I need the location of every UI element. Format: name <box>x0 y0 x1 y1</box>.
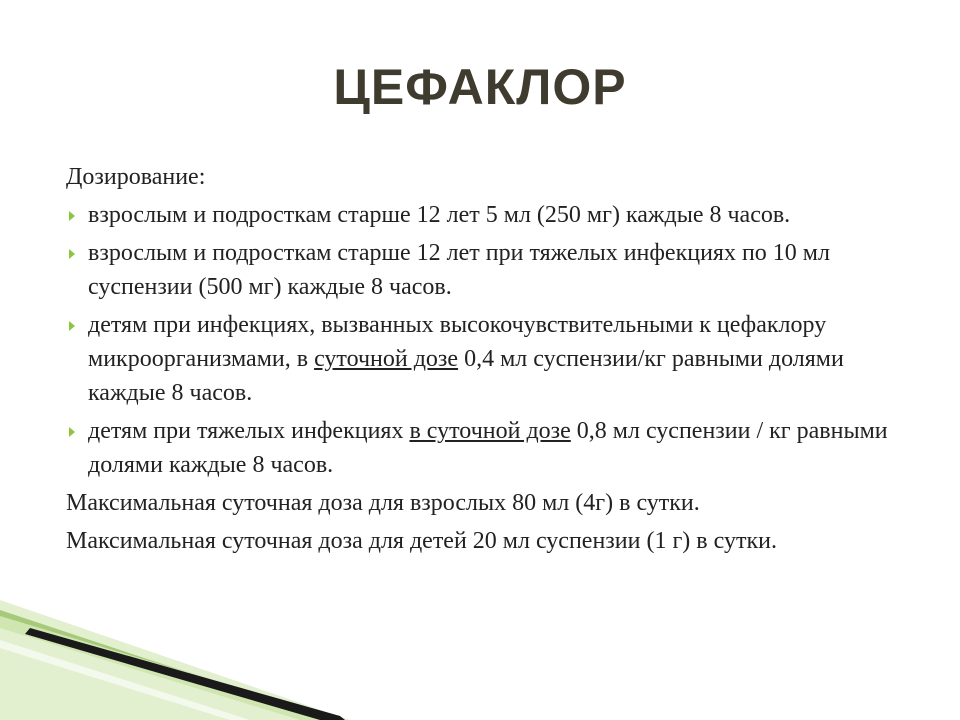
bullet-text: взрослым и подросткам старше 12 лет 5 мл (250 мг) каждые 8 часов. <box>88 202 791 228</box>
bullet-text: взрослым и подросткам старше 12 лет при тяжелых инфекциях по 10 мл суспензии (500 мг) каждые 8 часов. <box>88 240 830 300</box>
dose-bullet <box>66 414 926 482</box>
bullet-arrow-icon <box>69 427 75 437</box>
bullet-text: детям при тяжелых инфекциях <box>88 418 410 444</box>
underlined-term: в суточной дозе <box>409 418 571 444</box>
underlined-term: суточной дозе <box>314 346 459 372</box>
dosing-label: Дозирование: <box>66 164 206 190</box>
bullet-arrow-icon <box>69 249 75 259</box>
max-adult-dose: Максимальная суточная доза для взрослых 80 мл (4г) в сутки. <box>66 490 700 516</box>
bullet-arrow-icon <box>69 211 75 221</box>
bullet-text: детям при инфекциях, вызванных высокочувствительными к цефаклору микроорганизмами, в <box>88 312 827 372</box>
dose-bullet <box>66 236 926 304</box>
max-child-dose: Максимальная суточная доза для детей 20 мл суспензии (1 г) в сутки. <box>66 528 777 554</box>
slide-content <box>66 160 926 562</box>
dose-bullet <box>66 308 926 410</box>
bullet-text: 0,8 мл суспензии / кг равными долями каждые 8 часов. <box>88 418 888 478</box>
bullet-arrow-icon <box>69 321 75 331</box>
slide-title: ЦЕФАКЛОР <box>333 59 627 115</box>
dose-bullet <box>66 198 926 232</box>
bullet-text: 0,4 мл суспензии/кг равными долями каждые 8 часов. <box>88 346 844 406</box>
